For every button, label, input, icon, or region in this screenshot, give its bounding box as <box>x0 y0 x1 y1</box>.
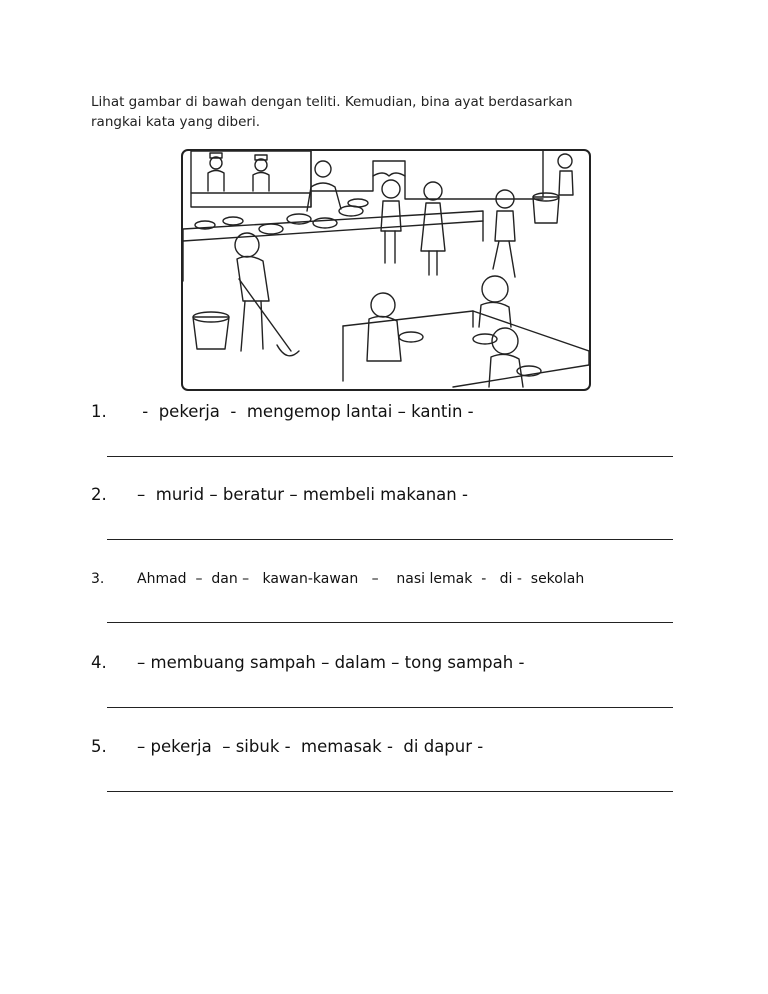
question-text: – membuang sampah – dalam – tong sampah - <box>137 653 525 672</box>
question-text: Ahmad – dan – kawan-kawan – nasi lemak - di - sekolah <box>137 571 585 587</box>
answer-line-1[interactable] <box>107 456 673 457</box>
question-number: 2. <box>91 485 107 504</box>
question-number: 4. <box>91 653 107 672</box>
question-number: 1. <box>91 402 107 421</box>
answer-line-4[interactable] <box>107 707 673 708</box>
answer-line-2[interactable] <box>107 539 673 540</box>
question-text: – pekerja – sibuk - memasak - di dapur - <box>137 737 484 756</box>
instruction-line-1: Lihat gambar di bawah dengan teliti. Kemudian, bina ayat berdasarkan <box>91 94 573 110</box>
question-number: 3. <box>91 571 105 587</box>
question-number: 5. <box>91 737 107 756</box>
instruction-text <box>91 92 691 132</box>
question-text: - pekerja - mengemop lantai – kantin - <box>137 402 474 421</box>
answer-line-3[interactable] <box>107 622 673 623</box>
question-text: – murid – beratur – membeli makanan - <box>137 485 468 504</box>
canteen-illustration <box>181 149 591 391</box>
answer-line-5[interactable] <box>107 791 673 792</box>
instruction-line-2: rangkai kata yang diberi. <box>91 114 261 130</box>
